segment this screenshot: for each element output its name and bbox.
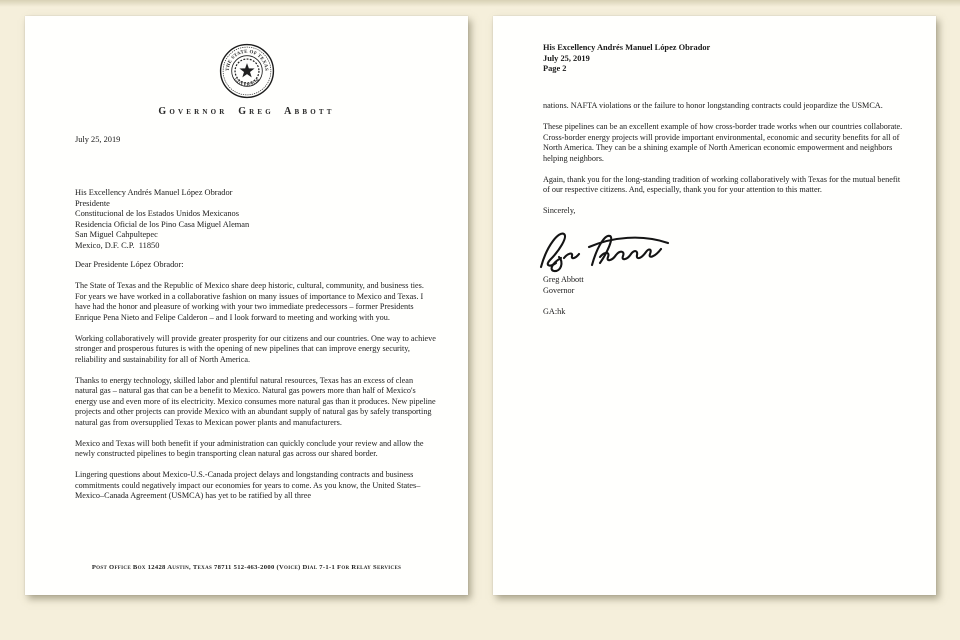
recipient-line: Residencia Oficial de los Pino Casa Miguel Aleman	[75, 219, 250, 229]
top-edge-shadow	[0, 0, 960, 7]
letterhead-name: Governor Greg Abbott	[158, 106, 335, 117]
letter-paragraph: The State of Texas and the Republic of Mexico share deep historic, cultural, community, and business ties. For years we have worked in a collaborative fashion on many issues of importance to Mexico and Texas. I have had the honor and pleasure of working with your two immediate predecessors – former Presidents Enrique Pena Nieto and Felipe Calderon – and I look forward to meeting and working with you.	[75, 281, 424, 322]
signer-name: Greg Abbott	[543, 275, 584, 284]
letter-paragraph: Working collaboratively will provide greater prosperity for our citizens and our countries. One way to achieve stronger and prosperous futures is with the opening of new pipelines that can improve energy security, reliability and sustainability for all of North America.	[75, 333, 436, 364]
reference-initials: GA:hk	[543, 307, 566, 316]
recipient-line: Constitucional de los Estados Unidos Mexicanos	[75, 209, 239, 218]
governor-signature-script	[537, 227, 687, 273]
recipient-line: Presidente	[75, 198, 110, 208]
signer-block	[543, 275, 905, 318]
seal-star-icon	[239, 63, 254, 77]
seal-container	[25, 43, 468, 99]
closing: Sincerely,	[543, 206, 576, 215]
signature-container	[537, 227, 905, 273]
salutation: Dear Presidente López Obrador:	[75, 260, 184, 269]
svg-text:GOVERNOR	[232, 77, 260, 87]
letter-paragraph: Thanks to energy technology, skilled labor and plentiful natural resources, Texas has an excess of clean natural gas – natural gas that can be a benefit to Mexico. Natural gas powers more than half of Mexico's energy use and even more of its electricity. Mexico consumes more natural gas than it produces. New pipeline projects and other projects can provide Mexico with an abundant supply of natural gas by safely transporting natural gas from oversupplied Texas to Mexican power plants and manufacturers.	[75, 375, 436, 427]
continuation-header-line: His Excellency Andrés Manuel López Obrador	[543, 43, 711, 52]
recipient-address-block	[75, 188, 437, 251]
letterhead-footer: Post Office Box 12428 Austin, Texas 78711 512-463-2000 (Voice) Dial 7-1-1 For Relay Services	[91, 564, 402, 571]
letter-paragraph: These pipelines can be an excellent example of how cross-border trade works when our countries collaborate. Cross-border energy projects will provide important environmental, economic and security benefits for all of North America. They can be a shining example of North American economic empowerment and neighbors helping neighbors.	[543, 122, 903, 163]
letter-date: July 25, 2019	[75, 135, 121, 144]
letter-body-page-1	[75, 281, 437, 512]
letter-paragraph: Mexico and Texas will both benefit if your administration can quickly conclude your review and allow the newly constructed pipelines to begin transporting clean natural gas across our shared border.	[75, 438, 424, 458]
texas-state-seal-icon	[219, 43, 275, 99]
letter-page-1	[25, 16, 468, 595]
letter-paragraph: Again, thank you for the long-standing tradition of working collaboratively with Texas for the mutual benefit of our respective citizens. And, especially, thank you for your attention to this matter.	[543, 174, 901, 194]
seal-top-text: THE STATE OF TEXAS	[225, 49, 268, 72]
continuation-header-line: Page 2	[543, 64, 567, 73]
letter-paragraph: Lingering questions about Mexico-U.S.-Canada project delays and longstanding contracts and business commitments could negatively impact our economies for years to come. As you know, the United States–Mexico–Canada Agreement (USMCA) has yet to be ratified by all three	[75, 470, 421, 500]
recipient-line: Mexico, D.F. C.P. 11850	[75, 240, 160, 250]
letter-paragraph: nations. NAFTA violations or the failure to honor longstanding contracts could jeopardize the USMCA.	[543, 101, 883, 110]
continuation-header-line: July 25, 2019	[543, 53, 590, 63]
seal-bottom-text: GOVERNOR	[232, 76, 261, 88]
signer-title: Governor	[543, 285, 575, 295]
continuation-header	[543, 43, 905, 75]
letter-page-2	[493, 16, 936, 595]
letter-body-page-2	[543, 101, 905, 318]
recipient-line: San Miguel Cahpultepec	[75, 230, 158, 239]
recipient-line: His Excellency Andrés Manuel López Obrador	[75, 188, 233, 197]
